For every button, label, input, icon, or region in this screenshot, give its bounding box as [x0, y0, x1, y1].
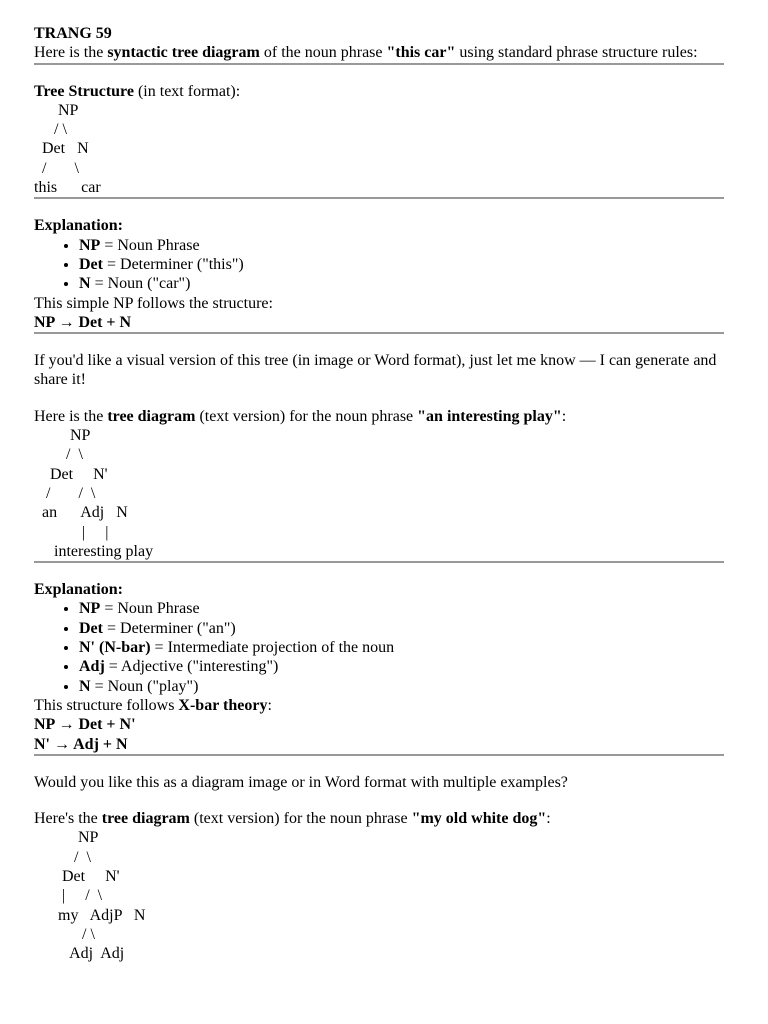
definition-term: NP: [79, 600, 101, 618]
text-run: (text version) for the noun phrase: [195, 407, 418, 425]
definition-term: N: [79, 275, 91, 293]
definition-term: N: [79, 677, 91, 695]
definition-item: [79, 619, 724, 638]
bold-text: "this car": [386, 44, 456, 62]
definition-item: [79, 274, 724, 293]
bold-text: Tree Structure: [34, 82, 134, 100]
section2-summary: [34, 696, 724, 715]
bold-text: X-bar theory: [178, 696, 268, 714]
section3-intro: [34, 809, 724, 828]
rule-text: N' → Adj + N: [34, 735, 128, 753]
phrase-structure-rule: [34, 715, 724, 734]
bold-text: syntactic tree diagram: [107, 44, 260, 62]
phrase-structure-rule: [34, 313, 724, 332]
section1-explanation-heading: Explanation:: [34, 217, 123, 235]
text-run: :: [267, 696, 272, 714]
definition-item: [79, 236, 724, 255]
section2-rules: [34, 715, 724, 754]
bold-text: tree diagram: [107, 407, 196, 425]
rule-text: NP → Det + N': [34, 716, 136, 734]
definition-term: NP: [79, 236, 101, 254]
bold-text: "an interesting play": [417, 407, 562, 425]
section1-summary: This simple NP follows the structure:: [34, 294, 273, 312]
text-run: This structure follows: [34, 696, 179, 714]
definition-text: = Noun ("car"): [90, 275, 191, 293]
section3-tree-diagram: NP / \ Det N' | / \ my AdjP N / \ Adj Adj: [58, 829, 146, 963]
text-run: (in text format):: [133, 82, 241, 100]
definition-text: = Noun Phrase: [100, 600, 200, 618]
section2-intro: [34, 407, 724, 426]
definition-term: N' (N-bar): [79, 639, 151, 657]
section2-tree-diagram: NP / \ Det N' / / \ an Adj N | | interesting play: [42, 427, 154, 560]
definition-text: = Noun ("play"): [90, 677, 199, 695]
section2-definition-list: [34, 599, 724, 695]
text-run: Here's the: [34, 810, 102, 828]
definition-term: Det: [79, 619, 103, 637]
section1-definition-list: [34, 236, 724, 294]
bold-text: tree diagram: [101, 810, 190, 828]
definition-item: [79, 599, 724, 618]
bold-text: "my old white dog": [411, 810, 547, 828]
offer-text: If you'd like a visual version of this tree (in image or Word format), just let me know — I can generate and share it!: [34, 352, 717, 389]
definition-term: Adj: [79, 658, 105, 676]
text-run: using standard phrase structure rules:: [455, 44, 698, 62]
definition-text: = Determiner ("this"): [102, 255, 244, 273]
section1-rules: [34, 313, 724, 332]
section1-tree-heading: [34, 82, 724, 101]
section1-tree-diagram: NP / \ Det N / \ this car: [34, 101, 101, 197]
definition-text: = Intermediate projection of the noun: [150, 639, 395, 657]
definition-item: [79, 638, 724, 657]
definition-item: [79, 255, 724, 274]
page-label: TRANG 59: [34, 25, 112, 42]
text-run: :: [546, 810, 551, 828]
definition-text: = Noun Phrase: [100, 236, 200, 254]
document-page: [34, 24, 724, 963]
section2-explanation-heading: Explanation:: [34, 581, 123, 599]
phrase-structure-rule: [34, 735, 724, 754]
text-run: (text version) for the noun phrase: [189, 810, 412, 828]
section1-intro: [34, 43, 724, 62]
text-run: :: [561, 407, 567, 425]
text-run: of the noun phrase: [259, 44, 387, 62]
definition-text: = Determiner ("an"): [102, 619, 236, 637]
text-run: Here is the: [34, 407, 108, 425]
text-run: Here is the: [34, 44, 108, 62]
definition-term: Det: [79, 255, 103, 273]
definition-item: [79, 677, 724, 696]
definition-text: = Adjective ("interesting"): [104, 658, 279, 676]
definition-item: [79, 657, 724, 676]
question-text: Would you like this as a diagram image or in Word format with multiple examples?: [34, 773, 568, 791]
rule-text: NP → Det + N: [34, 313, 132, 331]
